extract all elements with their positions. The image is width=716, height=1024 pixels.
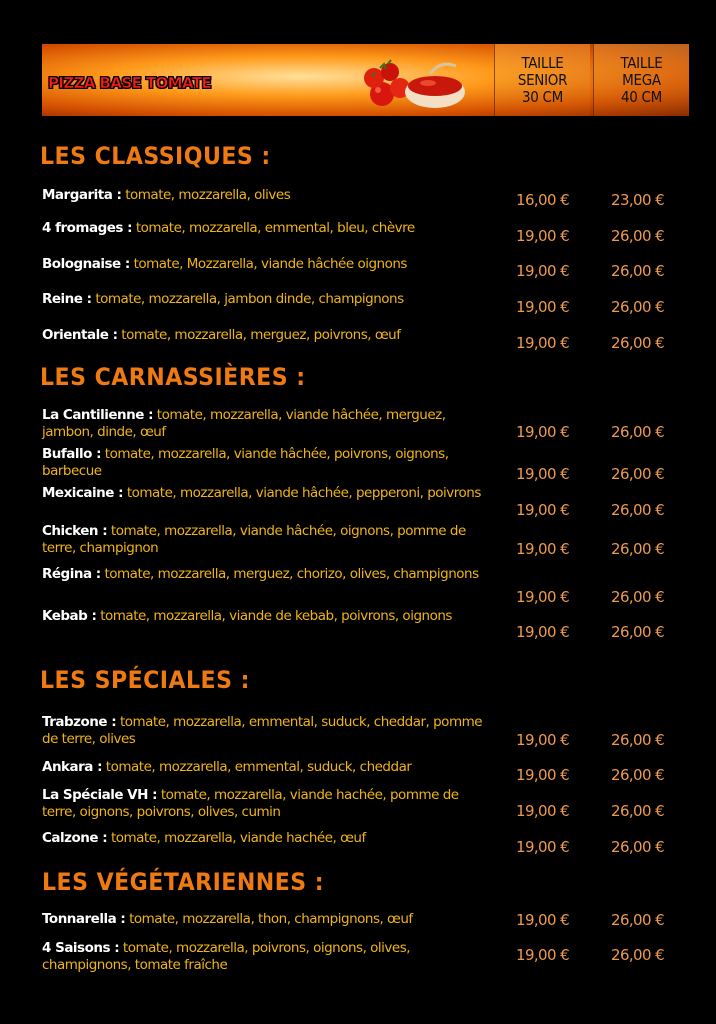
item-desc: tomate, mozzarella, viande hâchée, merguez, jambon, dinde, œuf bbox=[42, 407, 446, 440]
menu-item bbox=[42, 327, 492, 344]
item-name: 4 Saisons : bbox=[42, 940, 120, 956]
item-desc: tomate, mozzarella, emmental, suduck, cheddar, pomme de terre, olives bbox=[42, 714, 483, 747]
price-senior: 19,00 € bbox=[516, 227, 570, 245]
menu-item bbox=[42, 407, 492, 441]
price-senior: 19,00 € bbox=[516, 911, 570, 929]
price-mega: 26,00 € bbox=[611, 465, 665, 483]
item-name: Trabzone : bbox=[42, 714, 117, 730]
section-title-classiques: LES CLASSIQUES : bbox=[40, 142, 271, 170]
item-desc: tomate, mozzarella, thon, champignons, œuf bbox=[125, 911, 413, 927]
menu-item bbox=[42, 523, 492, 557]
price-mega: 26,00 € bbox=[611, 838, 665, 856]
item-name: Ankara : bbox=[42, 759, 103, 775]
item-name: Kebab : bbox=[42, 608, 97, 624]
price-mega: 26,00 € bbox=[611, 731, 665, 749]
section-title-carnassieres: LES CARNASSIÈRES : bbox=[40, 363, 306, 391]
item-desc: tomate, mozzarella, viande hâchée, poivrons, oignons, barbecue bbox=[42, 446, 449, 479]
item-desc: tomate, mozzarella, viande de kebab, poivrons, oignons bbox=[96, 608, 452, 624]
price-senior: 19,00 € bbox=[516, 465, 570, 483]
item-name: Tonnarella : bbox=[42, 911, 126, 927]
item-name: Calzone : bbox=[42, 830, 108, 846]
price-mega: 26,00 € bbox=[611, 946, 665, 964]
section-title-speciales: LES SPÉCIALES : bbox=[40, 666, 250, 694]
item-desc: tomate, Mozzarella, viande hâchée oignons bbox=[129, 256, 407, 272]
menu-item bbox=[42, 566, 492, 583]
item-desc: tomate, mozzarella, olives bbox=[121, 187, 291, 203]
tomato-sauce-bowl-icon bbox=[360, 52, 470, 114]
item-name: Reine : bbox=[42, 291, 92, 307]
item-desc: tomate, mozzarella, viande hachée, pomme de terre, oignons, poivrons, olives, cumin bbox=[42, 787, 459, 820]
price-senior: 16,00 € bbox=[516, 191, 570, 209]
size-mega-line2: MEGA bbox=[622, 70, 661, 89]
price-senior: 19,00 € bbox=[516, 802, 570, 820]
price-senior: 19,00 € bbox=[516, 946, 570, 964]
size-senior-line1: TAILLE bbox=[521, 53, 564, 72]
menu-item bbox=[42, 940, 492, 974]
item-desc: tomate, mozzarella, poivrons, oignons, olives, champignons, tomate fraîche bbox=[42, 940, 411, 973]
price-senior: 19,00 € bbox=[516, 731, 570, 749]
price-senior: 19,00 € bbox=[516, 334, 570, 352]
item-desc: tomate, mozzarella, emmental, suduck, cheddar bbox=[102, 759, 412, 775]
item-desc: tomate, mozzarella, jambon dinde, champignons bbox=[91, 291, 404, 307]
item-name: Régina : bbox=[42, 566, 101, 582]
price-mega: 26,00 € bbox=[611, 766, 665, 784]
item-desc: tomate, mozzarella, emmental, bleu, chèvre bbox=[132, 220, 415, 236]
price-mega: 26,00 € bbox=[611, 423, 665, 441]
size-senior-line3: 30 CM bbox=[521, 87, 564, 106]
price-mega: 26,00 € bbox=[611, 588, 665, 606]
size-mega-line1: TAILLE bbox=[620, 53, 663, 72]
price-mega: 23,00 € bbox=[611, 191, 665, 209]
price-senior: 19,00 € bbox=[516, 623, 570, 641]
header-banner bbox=[42, 44, 689, 116]
item-name: Orientale : bbox=[42, 327, 118, 343]
item-name: Chicken : bbox=[42, 523, 108, 539]
price-senior: 19,00 € bbox=[516, 262, 570, 280]
size-mega-line3: 40 CM bbox=[620, 87, 663, 106]
menu-item bbox=[42, 787, 492, 821]
item-desc: tomate, mozzarella, viande hâchée, oignons, pomme de terre, champignon bbox=[42, 523, 466, 556]
menu-item bbox=[42, 256, 492, 273]
item-desc: tomate, mozzarella, merguez, poivrons, œuf bbox=[117, 327, 401, 343]
size-senior-line2: SENIOR bbox=[517, 70, 568, 89]
item-name: Margarita : bbox=[42, 187, 122, 203]
item-name: Bolognaise : bbox=[42, 256, 130, 272]
price-mega: 26,00 € bbox=[611, 540, 665, 558]
price-mega: 26,00 € bbox=[611, 298, 665, 316]
price-senior: 19,00 € bbox=[516, 838, 570, 856]
size-header-senior bbox=[494, 44, 590, 116]
item-name: Mexicaine : bbox=[42, 485, 124, 501]
price-mega: 26,00 € bbox=[611, 334, 665, 352]
menu-item bbox=[42, 911, 492, 928]
item-desc: tomate, mozzarella, viande hachée, œuf bbox=[107, 830, 366, 846]
size-header-mega bbox=[593, 44, 689, 116]
price-senior: 19,00 € bbox=[516, 766, 570, 784]
price-mega: 26,00 € bbox=[611, 262, 665, 280]
item-name: La Cantilienne : bbox=[42, 407, 154, 423]
price-mega: 26,00 € bbox=[611, 227, 665, 245]
menu-item bbox=[42, 759, 492, 776]
menu-item bbox=[42, 485, 492, 502]
menu-item bbox=[42, 830, 492, 847]
price-mega: 26,00 € bbox=[611, 911, 665, 929]
menu-item bbox=[42, 291, 492, 308]
price-senior: 19,00 € bbox=[516, 540, 570, 558]
menu-item bbox=[42, 220, 492, 237]
price-mega: 26,00 € bbox=[611, 802, 665, 820]
item-desc: tomate, mozzarella, merguez, chorizo, olives, champignons bbox=[100, 566, 479, 582]
price-senior: 19,00 € bbox=[516, 298, 570, 316]
price-senior: 19,00 € bbox=[516, 588, 570, 606]
menu-item bbox=[42, 187, 492, 204]
menu-item bbox=[42, 446, 492, 480]
item-name: 4 fromages : bbox=[42, 220, 133, 236]
item-name: Bufallo : bbox=[42, 446, 102, 462]
price-senior: 19,00 € bbox=[516, 423, 570, 441]
menu-item bbox=[42, 608, 492, 625]
price-mega: 26,00 € bbox=[611, 501, 665, 519]
banner-title: PIZZA BASE TOMATE bbox=[48, 74, 212, 92]
menu-item bbox=[42, 714, 492, 748]
price-senior: 19,00 € bbox=[516, 501, 570, 519]
item-name: La Spéciale VH : bbox=[42, 787, 158, 803]
item-desc: tomate, mozzarella, viande hâchée, pepperoni, poivrons bbox=[123, 485, 481, 501]
price-mega: 26,00 € bbox=[611, 623, 665, 641]
section-title-vegetariennes: LES VÉGÉTARIENNES : bbox=[42, 868, 325, 896]
